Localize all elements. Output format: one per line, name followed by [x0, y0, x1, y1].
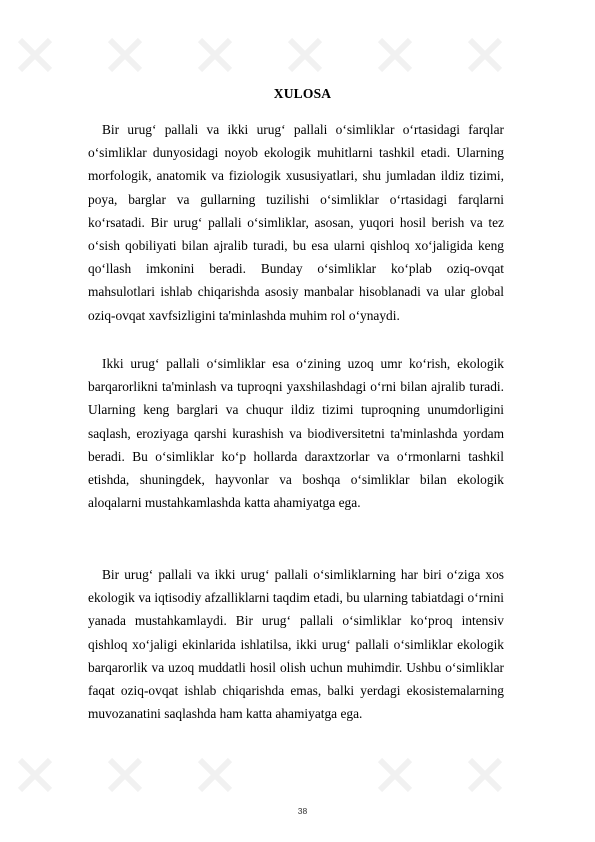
body-paragraph-3 — [88, 563, 504, 725]
paragraph-text: Bir urug‘ pallali va ikki urug‘ pallali o‘simliklarning har biri o‘ziga xos ekologik va iqtisodiy afzalliklarni taqdim etadi, bu ularning tabiatdagi o‘rnini yanada mustahkamlaydi. Bir urug‘ pallali o‘simliklar ko‘proq intensiv qishloq xo‘jaligi ekinlarida ishlatilsa, ikki urug‘ pallali o‘simliklar ekologik barqarorlik va uzoq muddatli hosil olish uchun muhimdir. Ushbu o‘simliklar faqat oziq-ovqat ishlab chiqarishda emas, balki yerdagi ekosistemalarning muvozanatini saqlashda ham katta ahamiyatga ega. — [88, 567, 504, 722]
page-title: XULOSA — [273, 86, 332, 101]
body-paragraph-1 — [88, 118, 504, 327]
paragraph-text: Bir urug‘ pallali va ikki urug‘ pallali o‘simliklar o‘rtasidagi farqlar o‘simliklar dunyosidagi noyob ekologik muhitlarni tashkil etadi. Ularning morfologik, anatomik va fiziologik xususiyatlari, shu jumladan ildiz tizimi, poya, barglar va gullarning tuzilishi o‘simliklar o‘rtasidagi farqlarni ko‘rsatadi. Bir urug‘ pallali o‘simliklar, asosan, yuqori hosil berish va tez o‘sish qobiliyati bilan ajralib turadi, bu esa ularni qishloq xo‘jaligida keng qo‘llash imkonini beradi. Bunday o‘simliklar ko‘plab oziq-ovqat mahsulotlari ishlab chiqarishda asosiy manbalar hisoblanadi va ular global oziq-ovqat xavfsizligini ta'minlashda muhim rol o‘ynaydi. — [88, 122, 504, 323]
paragraph-text: Ikki urug‘ pallali o‘simliklar esa o‘zining uzoq umr ko‘rish, ekologik barqarorlikni ta'minlash va tuproqni yaxshilashdagi o‘rni bilan ajralib turadi. Ularning keng barglari va chuqur ildiz tizimi tuproqning unumdorligini saqlash, eroziyaga qarshi kurashish va biodiversitetni ta'minlashda yordam beradi. Bu o‘simliklar ko‘p hollarda daraxtzorlar va o‘rmonlarni tashkil etishda, shuningdek, hayvonlar va boshqa o‘simliklar bilan ekologik aloqalarni mustahkamlashda katta ahamiyatga ega. — [88, 356, 504, 511]
body-paragraph-2 — [88, 352, 504, 514]
page-number: 38 — [297, 806, 308, 816]
